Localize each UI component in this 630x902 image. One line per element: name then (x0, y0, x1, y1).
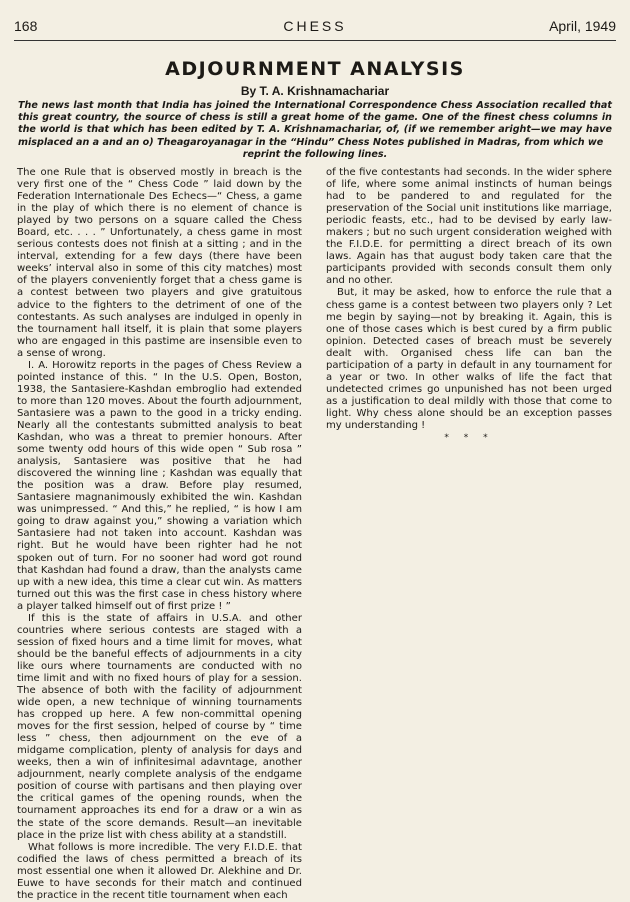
paragraph: The one Rule that is observed mostly in breach is the very first one of the “ Chess Code ” laid down by the Federation Internationale Des Echecs—“ Chess, a game in the play of which there is no element of chance is played by two persons on a square called the Chess Board, etc. . . . ” Unfortunately, a chess game in most serious contests does not finish at a sitting ; and in the interval, extending for a few days (there have been weeks’ interval also in some of this city matches) most of the players conveniently forget that a chess game is a contest between two players and give gratuitous advice to the fighters to the detriment of one of the contestants. As such analyses are indulged in openly in the tournament hall itself, it is plain that some players who are engaged in this pastime are insensible even to a sense of wrong. (17, 167, 302, 359)
magazine-name: CHESS (283, 18, 347, 34)
article-title: ADJOURNMENT ANALYSIS (165, 58, 465, 80)
article-byline: By T. A. Krishnamachariar (240, 84, 390, 98)
paragraph: But, it may be asked, how to enforce the rule that a chess game is a contest between two players only ? Let me begin by saying—not by breaking it. Again, this is one of those cases which is best cured by a firm public opinion. Detected cases of breach must be severely dealt with. Organised chess life can ban the participation of a party in default in any tournament for a year or two. In other walks of life the fact that undetected crimes go unpunished has not been urged as a justification to deal mildly with those that come to light. Why chess alone should be an exception passes my understanding ! (326, 287, 612, 431)
left-column (17, 167, 302, 902)
intro-text: The news last month that India has joined the International Correspondence Chess Association recalled that this great country, the source of chess is still a great home of the game. One of the finest chess columns in the world is that which has been edited by T. A. Krishnamachariar, of, (if we remember aright—we may have misplaced an a and an o) Theagaroyanagar in the “Hindu” Chess Notes published in Madras, from which we (18, 100, 612, 148)
intro-ending: reprint the following lines. (242, 148, 388, 160)
page-number: 168 (14, 18, 38, 34)
running-head (14, 18, 616, 41)
issue-date: April, 1949 (549, 18, 616, 34)
paragraph: I. A. Horowitz reports in the pages of Chess Review a pointed instance of this. “ In the U.S. Open, Boston, 1938, the Santasiere-Kashdan embroglio had extended to more than 120 moves. About the fourth adjournment, Santasiere was a pawn to the good in a tricky ending. Nearly all the contestants submitted analysis to beat Kashdan, who was a threat to premier honours. After some twenty odd hours of this wide open “ Sub rosa ” analysis, Santasiere was positive that he had discovered the winning line ; Kashdan was equally that the position was a draw. Before play resumed, Santasiere magnanimously exhibited the win. Kashdan was unimpressed. “ And this,” he replied, “ is how I am going to draw against you,” showing a variation which Santasiere had not taken into account. Kashdan was right. But he would have been righter had he not spoken out of turn. For no sooner had word got round that Kashdan had found a draw, than the analysts came up with a new idea, this time a clear cut win. As matters turned out this was the first case in chess history where a player talked himself out of first prize ! ” (17, 359, 302, 612)
end-mark: * * * (444, 433, 494, 444)
paragraph: If this is the state of affairs in U.S.A. and other countries where serious contests are staged with a session of fixed hours and a time limit for moves, what should be the baneful effects of adjournments in a city like ours where tournaments are conducted with no time limit and with no fixed hours of play for a session. The absence of both with the facility of adjournment wide open, a new technique of winning tournaments has cropped up here. A few non-committal opening moves for the first session, helped of course by “ time less ” chess, then adjournment on the eve of a midgame complication, plenty of analysis for days and weeks, then a win of infinitesimal adavntage, another adjournment, nearly complete analysis of the endgame position of course with partisans and then playing over the critical games of the opening rounds, when the tournament approaches its end for a draw or a win as the state of the score demands. Result—an inevitable place in the prize list with chess ability at a standstill. (17, 612, 302, 841)
article-intro (18, 100, 612, 161)
right-column (326, 167, 612, 444)
paragraph: of the five contestants had seconds. In the wider sphere of life, where some animal instincts of human beings had to be pandered to and regulated for the preservation of the Social unit institutions like marriage, periodic feasts, etc., had to be devised by early law-makers ; but no such urgent consideration weighed with the F.I.D.E. for permitting a direct breach of its own laws. Again has that august body taken care that the participants provided with seconds consult them only and no other. (326, 167, 612, 287)
paragraph: What follows is more incredible. The very F.I.D.E. that codified the laws of chess permitted a breach of its most essential one when it allowed Dr. Alekhine and Dr. Euwe to have seconds for their match and continued the practice in the recent title tournament when each (17, 841, 302, 901)
